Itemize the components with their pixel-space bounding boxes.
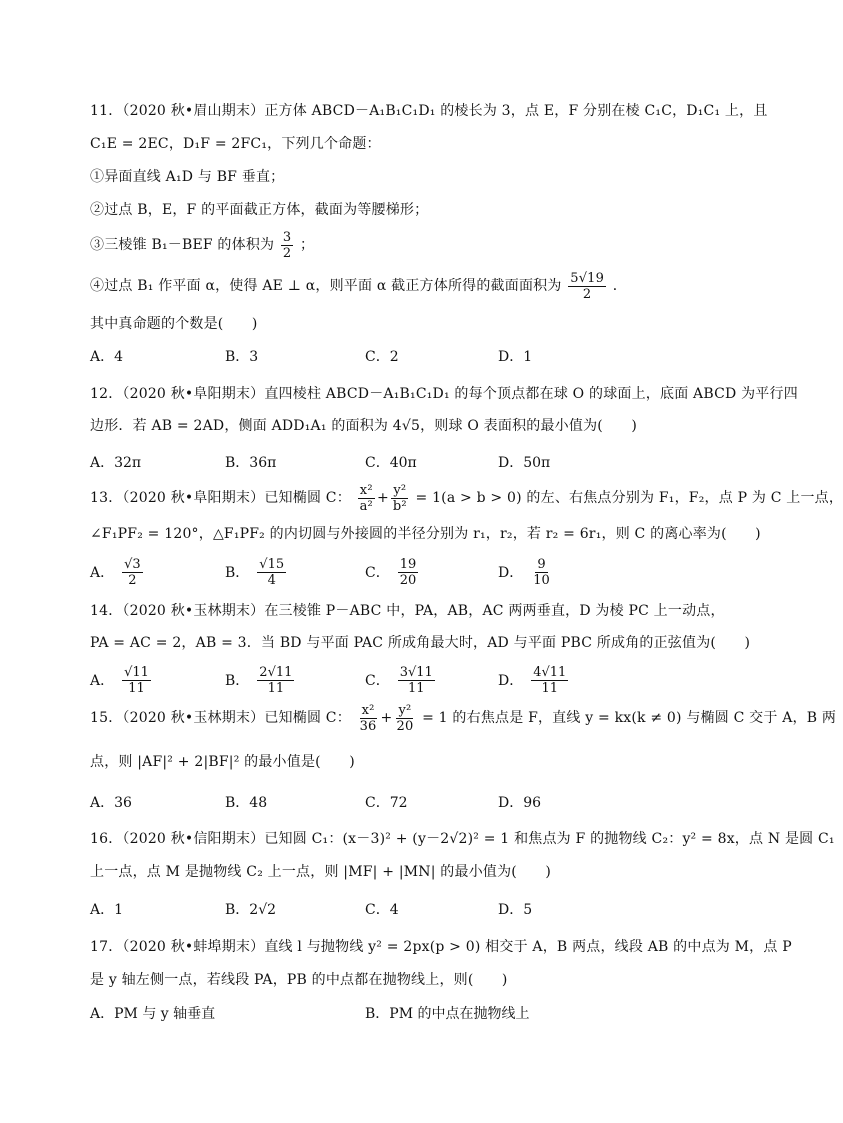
q14-option-d-label: D． <box>498 673 524 689</box>
q13-x-numerator: x² <box>359 482 373 498</box>
q16-option-c: C．4 <box>365 902 399 918</box>
q14-option-d-den: 11 <box>541 680 559 696</box>
q11-s3-fraction <box>281 230 293 261</box>
q12-line-1: 12．（2020 秋•阜阳期末）直四棱柱 ABCD－A₁B₁C₁D₁ 的每个顶点都在球 O 的球面上，底面 ABCD 为平行四 <box>90 386 798 402</box>
q14-option-c-label: C． <box>365 673 390 689</box>
q11-statement-4 <box>90 268 627 304</box>
q14-option-b <box>225 660 296 700</box>
q13-option-c-num: 19 <box>399 556 417 572</box>
q14-options <box>90 660 710 700</box>
q11-s3-text: ③三棱锥 B₁－BEF 的体积为 <box>90 237 275 253</box>
q11-option-c: C．2 <box>365 349 399 365</box>
q13-option-d-label: D． <box>498 565 524 581</box>
q15-x-fraction <box>358 703 379 734</box>
q16-line-2: 上一点，点 M 是抛物线 C₂ 上一点，则 |MF| + |MN| 的最小值为( ) <box>90 864 552 880</box>
q13-option-c-fraction <box>398 557 419 588</box>
q12-option-c: C．40π <box>365 455 417 471</box>
q11-option-b: B．3 <box>225 349 259 365</box>
q15-continuation: = 1 的右焦点是 F，直线 y = kx(k ≠ 0) 与椭圆 C 交于 A，B 两 <box>422 710 837 726</box>
q15-x-numerator: x² <box>361 702 375 718</box>
q13-option-a-label: A． <box>90 565 115 581</box>
q14-option-b-num: 2√11 <box>259 664 293 680</box>
q17-option-b: B．PM 的中点在抛物线上 <box>365 1006 530 1022</box>
q13-x-fraction <box>358 483 375 514</box>
q14-option-b-label: B． <box>225 673 250 689</box>
q13-option-b-label: B． <box>225 565 250 581</box>
q11-s4-text: ④过点 B₁ 作平面 α，使得 AE ⊥ α，则平面 α 截正方体所得的截面面积为 <box>90 278 562 294</box>
q11-statement-1: ①异面直线 A₁D 与 BF 垂直； <box>90 169 285 185</box>
q11-question: 其中真命题的个数是( ) <box>90 316 258 332</box>
q14-option-b-fraction <box>257 665 294 696</box>
q12-line-2: 边形．若 AB = 2AD，侧面 ADD₁A₁ 的面积为 4√5，则球 O 表面积的最小值为( ) <box>90 418 638 434</box>
q15-line-1: 15．（2020 秋•玉林期末）已知椭圆 C： $\frac{\text{x²}}{36}$ + $\frac{\text{y²}}{20}$ = 1 的右焦点是 F，直线 y = kx(k ≠ 0) 与椭圆 C 交于 A，B 两 <box>90 702 837 734</box>
q14-line-1: 14．（2020 秋•玉林期末）在三棱锥 P－ABC 中，PA，AB，AC 两两垂直，D 为棱 PC 上一动点， <box>90 603 725 619</box>
q13-option-d-fraction <box>531 557 552 588</box>
q13-x-denominator: a² <box>359 498 373 514</box>
q13-option-a-fraction <box>122 557 143 588</box>
q16-option-a: A．1 <box>90 902 124 918</box>
q14-option-d-num: 4√11 <box>533 664 567 680</box>
q16-line-1: 16．（2020 秋•信阳期末）已知圆 C₁：(x－3)² + (y－2√2)² = 1 和焦点为 F 的抛物线 C₂：y² = 8x，点 N 是圆 C₁ <box>90 831 835 847</box>
q15-option-a: A．36 <box>90 795 132 811</box>
q14-option-a-fraction <box>122 665 151 696</box>
q17-options <box>90 993 710 1033</box>
q11-option-d: D．1 <box>498 349 533 365</box>
q14-option-c-fraction <box>398 665 435 696</box>
q13-option-c-label: C． <box>365 565 390 581</box>
q14-option-c <box>365 660 437 700</box>
q11-s4-denominator: 2 <box>582 286 592 302</box>
q12-options <box>90 442 710 482</box>
q14-option-a-label: A． <box>90 673 115 689</box>
q12-option-d: D．50π <box>498 455 551 471</box>
q11-line-2: C₁E = 2EC，D₁F = 2FC₁，下列几个命题： <box>90 136 381 152</box>
q12-option-a: A．32π <box>90 455 142 471</box>
q13-option-d-num: 9 <box>537 556 546 572</box>
q11-s3-numerator: 3 <box>282 229 292 245</box>
q14-option-a <box>90 660 153 700</box>
q13-option-c <box>365 552 420 592</box>
q11-options <box>90 336 710 376</box>
q13-option-d-den: 10 <box>533 572 550 588</box>
q14-line-2: PA = AC = 2，AB = 3．当 BD 与平面 PAC 所成角最大时，AD 与平面 PBC 所成角的正弦值为( ) <box>90 635 751 651</box>
q14-option-a-num: √11 <box>124 664 149 680</box>
q15-y-fraction <box>394 703 415 734</box>
q13-line-1: 13．（2020 秋•阜阳期末）已知椭圆 C： $\frac{\text{x²}}{\text{a²}}$ + $\frac{\text{y²}}{\text{b²}}$ = 1(a > b > 0) 的左、右焦点分别为 F₁，F₂，点 P 为 C 上一点， <box>90 482 843 514</box>
q11-statement-2: ②过点 B，E，F 的平面截正方体，截面为等腰梯形； <box>90 202 429 218</box>
q13-intro: 13．（2020 秋•阜阳期末）已知椭圆 C： <box>90 490 351 506</box>
q17-line-2: 是 y 轴左侧一点，若线段 PA，PB 的中点都在抛物线上，则( ) <box>90 972 508 988</box>
q14-option-c-den: 11 <box>408 680 425 696</box>
q11-statement-3 <box>90 228 314 262</box>
q13-options <box>90 552 710 592</box>
q13-option-d <box>498 552 554 592</box>
q12-option-b: B．36π <box>225 455 277 471</box>
q13-y-fraction <box>391 483 409 514</box>
q17-option-a: A．PM 与 y 轴垂直 <box>90 1006 216 1022</box>
q13-option-b-fraction <box>257 557 286 588</box>
q11-s3-denominator: 2 <box>282 245 292 261</box>
q15-x-denominator: 36 <box>359 718 377 734</box>
q13-option-a <box>90 552 145 592</box>
q14-option-b-den: 11 <box>267 680 285 696</box>
q11-s4-numerator: 5√19 <box>570 270 605 286</box>
q16-options <box>90 889 710 929</box>
q17-line-1: 17．（2020 秋•蚌埠期末）直线 l 与抛物线 y² = 2px(p > 0) 相交于 A，B 两点，线段 AB 的中点为 M，点 P <box>90 939 792 955</box>
q13-option-b <box>225 552 288 592</box>
q15-option-c: C．72 <box>365 795 408 811</box>
q14-option-d <box>498 660 570 700</box>
q15-option-d: D．96 <box>498 795 542 811</box>
q13-option-c-den: 20 <box>399 572 417 588</box>
q15-intro: 15．（2020 秋•玉林期末）已知椭圆 C： <box>90 710 351 726</box>
q11-s3-tail: ； <box>300 237 315 253</box>
q11-line-1: 11．（2020 秋•眉山期末）正方体 ABCD－A₁B₁C₁D₁ 的棱长为 3，点 E，F 分别在棱 C₁C，D₁C₁ 上，且 <box>90 103 768 119</box>
q11-s4-tail: ． <box>612 278 627 294</box>
q13-option-b-den: 4 <box>267 572 276 588</box>
q16-option-d: D．5 <box>498 902 533 918</box>
q15-option-b: B．48 <box>225 795 268 811</box>
q13-option-a-den: 2 <box>128 572 137 588</box>
q15-line-2: 点，则 |AF|² + 2|BF|² 的最小值是( ) <box>90 754 355 770</box>
q13-option-b-num: √15 <box>259 556 285 572</box>
q14-option-a-den: 11 <box>128 680 145 696</box>
q13-line-2: ∠F₁PF₂ = 120°，△F₁PF₂ 的内切圆与外接圆的半径分别为 r₁，r₂，若 r₂ = 6r₁，则 C 的离心率为( ) <box>90 526 761 542</box>
q15-options <box>90 782 710 822</box>
q13-y-denominator: b² <box>392 498 407 514</box>
q15-y-denominator: 20 <box>396 718 414 734</box>
q11-s4-fraction <box>568 271 606 302</box>
q13-option-a-num: √3 <box>124 556 141 572</box>
q14-option-c-num: 3√11 <box>399 664 433 680</box>
q16-option-b: B．2√2 <box>225 902 277 918</box>
q11-option-a: A．4 <box>90 349 124 365</box>
q13-continuation: = 1(a > b > 0) 的左、右焦点分别为 F₁，F₂，点 P 为 C 上一点， <box>415 490 843 506</box>
q13-y-numerator: y² <box>393 482 407 498</box>
q14-option-d-fraction <box>531 665 568 696</box>
q15-y-numerator: y² <box>398 702 412 718</box>
